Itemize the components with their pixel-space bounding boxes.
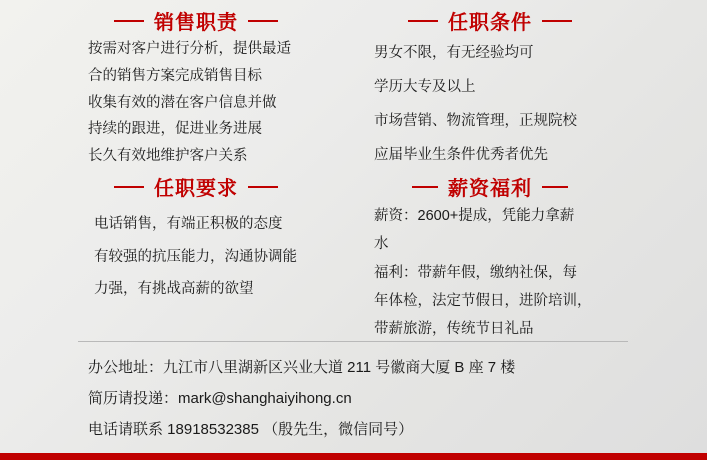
- section-title-text: 销售职责: [154, 12, 238, 34]
- body-line: 有较强的抗压能力，沟通协调能: [94, 248, 297, 265]
- body-line: 合的销售方案完成销售目标: [88, 67, 262, 84]
- section-title-text: 任职要求: [154, 178, 238, 200]
- body-line: 按需对客户进行分析，提供最适: [88, 41, 291, 57]
- footer-email: 简历请投递：mark@shanghaiyihong.cn: [88, 389, 352, 407]
- body-line: 年体检，法定节假日，进阶培训，: [374, 292, 592, 309]
- body-line: 薪资：2600+提成，凭能力拿薪: [374, 208, 575, 224]
- section-body-salary-benefits: [374, 202, 656, 343]
- body-line: 福利：带薪年假，缴纳社保，每: [374, 264, 577, 281]
- section-title-salary-benefits: [412, 172, 568, 201]
- body-line: 持续的跟进，促进业务进展: [88, 121, 262, 138]
- body-line: 水: [374, 236, 389, 253]
- body-line: 学历大专及以上: [374, 79, 476, 96]
- title-rule-right-icon: [248, 186, 278, 188]
- body-line: 力强，有挑战高薪的欲望: [94, 281, 254, 298]
- title-rule-left-icon: [412, 186, 438, 188]
- contact-footer: [0, 341, 707, 460]
- body-line: 男女不限，有无经验均可: [374, 45, 534, 61]
- section-body-job-requirements: [94, 208, 366, 306]
- title-rule-right-icon: [542, 186, 568, 188]
- title-rule-left-icon: [114, 20, 144, 22]
- title-rule-right-icon: [542, 20, 572, 22]
- body-line: 电话销售，有端正积极的态度: [94, 216, 283, 232]
- body-line: 市场营销、物流管理，正规院校: [374, 113, 577, 130]
- section-title-job-requirements: [114, 172, 278, 201]
- title-rule-left-icon: [114, 186, 144, 188]
- footer-address: 办公地址：九江市八里湖新区兴业大道 211 号徽商大厦 B 座 7 楼: [88, 359, 516, 376]
- section-body-sales-duties: [88, 36, 368, 170]
- section-title-text: 任职条件: [448, 12, 532, 34]
- section-body-qualifications: [374, 36, 664, 172]
- body-line: 应届毕业生条件优秀者优先: [374, 147, 548, 164]
- section-title-sales-duties: [114, 6, 278, 35]
- body-line: 长久有效地维护客户关系: [88, 148, 248, 165]
- bottom-accent-bar: [0, 453, 707, 460]
- section-title-qualifications: [408, 6, 572, 35]
- footer-divider: [78, 341, 628, 342]
- footer-contact-lines: [88, 353, 515, 445]
- body-line: 带薪旅游，传统节日礼品: [374, 321, 534, 338]
- title-rule-right-icon: [248, 20, 278, 22]
- section-title-text: 薪资福利: [448, 178, 532, 200]
- title-rule-left-icon: [408, 20, 438, 22]
- footer-phone: 电话请联系 18918532385 （殷先生，微信同号）: [88, 420, 414, 438]
- body-line: 收集有效的潜在客户信息并做: [88, 94, 277, 111]
